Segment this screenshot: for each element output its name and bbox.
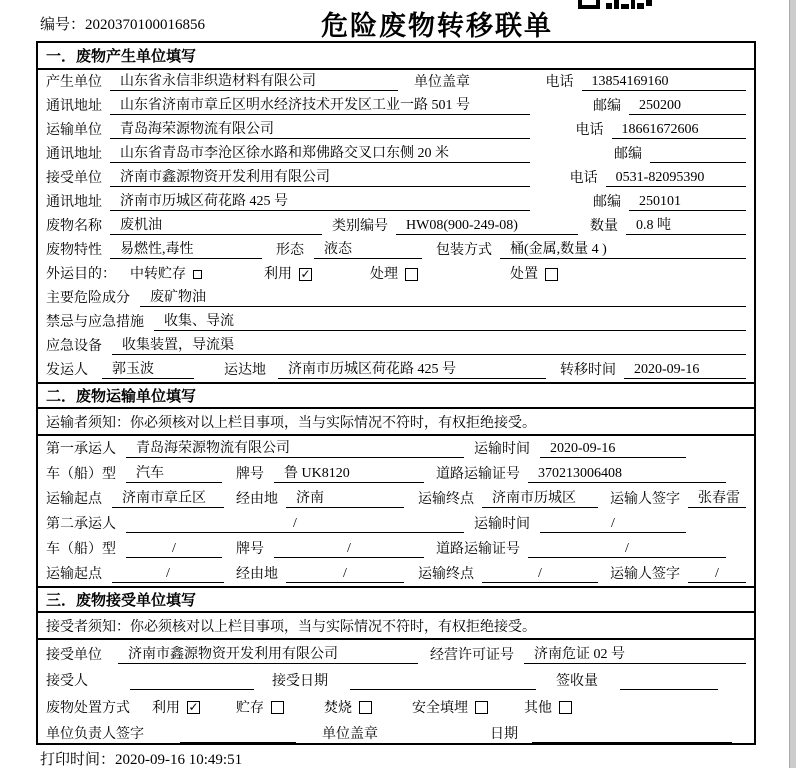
addr1-label: 通讯地址 (46, 99, 102, 114)
pack-label: 包装方式 (436, 243, 492, 258)
purpose-dispose-checkbox (545, 268, 558, 281)
disposal-landfill-checkbox (475, 701, 488, 714)
purpose-use-checkbox: ✓ (300, 267, 311, 281)
category-label: 类别编号 (332, 219, 388, 234)
plate1-label: 牌号 (236, 467, 264, 482)
receiver-notice: 接受者须知：你必须核对以上栏目事项，当与实际情况不符时，有权拒绝接受。 (38, 613, 754, 640)
disposal-use-checkbox: ✓ (188, 699, 199, 714)
purpose-treat-checkbox (405, 268, 418, 281)
transporter-notice: 运输者须知：你必须核对以上栏目事项，当与实际情况不符时，有权拒绝接受。 (38, 409, 754, 436)
disposal-landfill-label: 安全填埋 (412, 701, 468, 716)
plate2-field: / (274, 540, 424, 558)
disposal-other-checkbox (559, 701, 572, 714)
signer1-field: 张春雷 (688, 490, 746, 508)
date2-label: 日期 (490, 727, 518, 742)
responsible-sign-row (38, 720, 754, 745)
accept-date-label: 接受日期 (272, 674, 328, 689)
via1-label: 经由地 (236, 492, 278, 507)
hazard-label: 主要危险成分 (46, 291, 130, 306)
form-label: 形态 (276, 243, 304, 258)
carrier2-label: 第二承运人 (46, 517, 116, 532)
carrier2-field: / (126, 515, 464, 533)
acceptor-row (38, 667, 754, 693)
accept-date-field (350, 672, 536, 690)
carrier1-label: 第一承运人 (46, 442, 116, 457)
zip2-field (650, 145, 746, 163)
transport-time1-label: 运输时间 (474, 442, 530, 457)
accept-unit-label: 接受单位 (46, 648, 102, 663)
disposal-other-label: 其他 (524, 701, 552, 716)
via2-label: 经由地 (236, 567, 278, 582)
purpose-row (38, 262, 754, 286)
transporter-address-row (38, 142, 754, 166)
section3-header: 三．废物接受单位填写 (38, 586, 754, 613)
producer-label: 产生单位 (46, 75, 102, 90)
print-time-value: 2020-09-16 10:49:51 (115, 752, 243, 768)
signer2-label: 运输人签字 (610, 567, 680, 582)
addr2-label: 通讯地址 (46, 147, 102, 162)
transporter-field: 青岛海荣源物流有限公司 (110, 121, 530, 139)
producer-row (38, 70, 754, 94)
producer-field: 山东省永信非织造材料有限公司 (110, 73, 398, 91)
via2-field: / (286, 565, 404, 583)
phone3-label: 电话 (569, 171, 598, 186)
disposal-burn-label: 焚烧 (324, 701, 352, 716)
carrier1-row (38, 436, 754, 461)
origin2-label: 运输起点 (46, 567, 102, 582)
phone2-label: 电话 (575, 123, 604, 138)
zip1-label: 邮编 (593, 99, 621, 114)
transfer-time-field: 2020-09-16 (624, 361, 746, 379)
disposal-store-checkbox (271, 701, 284, 714)
phone1-label: 电话 (545, 75, 574, 90)
hazard-field: 废矿物油 (140, 289, 746, 307)
accept-unit-field: 济南市鑫源物资开发利用有限公司 (118, 646, 418, 664)
shipper-label: 发运人 (46, 363, 88, 378)
end1-field: 济南市历城区 (482, 490, 598, 508)
receipt-amount-label: 签收量 (556, 674, 598, 689)
road-permit2-label: 道路运输证号 (436, 542, 520, 557)
qr-code-fragment (578, 0, 652, 9)
phone1-field: 13854169160 (582, 73, 747, 91)
transfer-time-label: 转移时间 (560, 363, 616, 378)
transporter-label: 运输单位 (46, 123, 102, 138)
purpose-treat-label: 处理 (370, 267, 398, 282)
zip3-label: 邮编 (593, 195, 621, 210)
taboo-row (38, 310, 754, 334)
end2-label: 运输终点 (418, 567, 474, 582)
doc-number-value: 2020370100016856 (85, 17, 206, 33)
purpose-dispose-label: 处置 (510, 267, 538, 282)
receiver-row (38, 166, 754, 190)
manifest-form (36, 41, 756, 745)
disposal-row (38, 693, 754, 720)
origin2-field: / (112, 565, 224, 583)
vehicle2-row (38, 536, 754, 561)
via1-field: 济南 (286, 490, 404, 508)
transport-time1-field: 2020-09-16 (540, 440, 686, 458)
print-time (40, 748, 242, 769)
shipper-field: 郭玉波 (102, 361, 194, 379)
waste-character-row (38, 238, 754, 262)
acceptor-label: 接受人 (46, 674, 88, 689)
addr3-label: 通讯地址 (46, 195, 102, 210)
dest-field: 济南市历城区荷花路 425 号 (278, 361, 546, 379)
addr3-field: 济南市历城区荷花路 425 号 (110, 193, 530, 211)
route1-row (38, 486, 754, 511)
unit-seal2-label: 单位盖章 (322, 727, 378, 742)
character-field: 易燃性,毒性 (110, 241, 262, 259)
transport-time2-label: 运输时间 (474, 517, 530, 532)
route2-row (38, 561, 754, 586)
receiver-label: 接受单位 (46, 171, 102, 186)
accept-unit-row (38, 640, 754, 667)
receiver-address-row (38, 190, 754, 214)
print-time-label: 打印时间： (40, 752, 116, 768)
disposal-use-label: 利用 (152, 701, 180, 716)
date2-field (532, 725, 732, 743)
pack-field: 桶(金属,数量 4 ) (500, 241, 746, 259)
plate2-label: 牌号 (236, 542, 264, 557)
equip-field: 收集装置，导流渠 (112, 337, 746, 355)
purpose-transfer-label: 中转贮存 (130, 267, 186, 282)
acceptor-field (130, 672, 254, 690)
origin1-label: 运输起点 (46, 492, 102, 507)
scrollbar[interactable] (789, 0, 796, 768)
phone3-field: 0531-82095390 (606, 169, 746, 187)
character-label: 废物特性 (46, 243, 102, 258)
unit-seal-label: 单位盖章 (414, 75, 470, 90)
equip-row (38, 334, 754, 358)
plate1-field: 鲁 UK8120 (274, 465, 424, 483)
section1-header: 一．废物产生单位填写 (38, 43, 754, 70)
signer1-label: 运输人签字 (610, 492, 680, 507)
vehicle1-label: 车（船）型 (46, 467, 116, 482)
transport-time2-field: / (540, 515, 686, 533)
taboo-field: 收集、导流 (154, 313, 746, 331)
vehicle2-field: / (126, 540, 222, 558)
waste-name-field: 废机油 (110, 217, 322, 235)
taboo-label: 禁忌与应急措施 (46, 315, 144, 330)
responsible-sign-label: 单位负责人签字 (46, 727, 144, 742)
transporter-row (38, 118, 754, 142)
purpose-transfer-checkbox (193, 270, 202, 279)
end2-field: / (482, 565, 598, 583)
carrier2-row (38, 511, 754, 536)
license-field: 济南危证 02 号 (524, 646, 746, 664)
purpose-use-label: 利用 (264, 267, 292, 282)
origin1-field: 济南市章丘区 (112, 490, 224, 508)
responsible-sign-field (180, 725, 296, 743)
signer2-field: / (688, 565, 746, 583)
addr1-field: 山东省济南市章丘区明水经济技术开发区工业一路 501 号 (110, 97, 530, 115)
zip3-field: 250101 (629, 193, 746, 211)
waste-name-row (38, 214, 754, 238)
receipt-amount-field (620, 672, 718, 690)
purpose-label: 外运目的： (46, 267, 116, 282)
qty-label: 数量 (590, 219, 618, 234)
category-field: HW08(900-249-08) (396, 217, 578, 235)
receiver-field: 济南市鑫源物资开发利用有限公司 (110, 169, 530, 187)
road-permit2-field: / (528, 540, 726, 558)
road-permit1-label: 道路运输证号 (436, 467, 520, 482)
carrier1-field: 青岛海荣源物流有限公司 (126, 440, 464, 458)
form-field: 液态 (314, 241, 422, 259)
license-label: 经营许可证号 (430, 648, 514, 663)
disposal-label: 废物处置方式 (46, 701, 130, 716)
zip1-field: 250200 (629, 97, 746, 115)
phone2-field: 18661672606 (612, 121, 747, 139)
dest-label: 运达地 (224, 363, 266, 378)
end1-label: 运输终点 (418, 492, 474, 507)
vehicle1-field: 汽车 (126, 465, 222, 483)
producer-address-row (38, 94, 754, 118)
vehicle2-label: 车（船）型 (46, 542, 116, 557)
page-title: 危险废物转移联单 (321, 11, 553, 41)
hazard-row (38, 286, 754, 310)
vehicle1-row (38, 461, 754, 486)
zip2-label: 邮编 (614, 147, 642, 162)
addr2-field: 山东省青岛市李沧区徐水路和郑佛路交叉口东侧 20 米 (110, 145, 530, 163)
disposal-burn-checkbox (359, 701, 372, 714)
qty-field: 0.8 吨 (626, 217, 746, 235)
disposal-store-label: 贮存 (236, 701, 264, 716)
section2-header: 二．废物运输单位填写 (38, 382, 754, 409)
shipper-row (38, 358, 754, 382)
doc-number-label: 编号： (40, 17, 86, 33)
equip-label: 应急设备 (46, 339, 102, 354)
road-permit1-field: 370213006408 (528, 465, 726, 483)
waste-name-label: 废物名称 (46, 219, 102, 234)
